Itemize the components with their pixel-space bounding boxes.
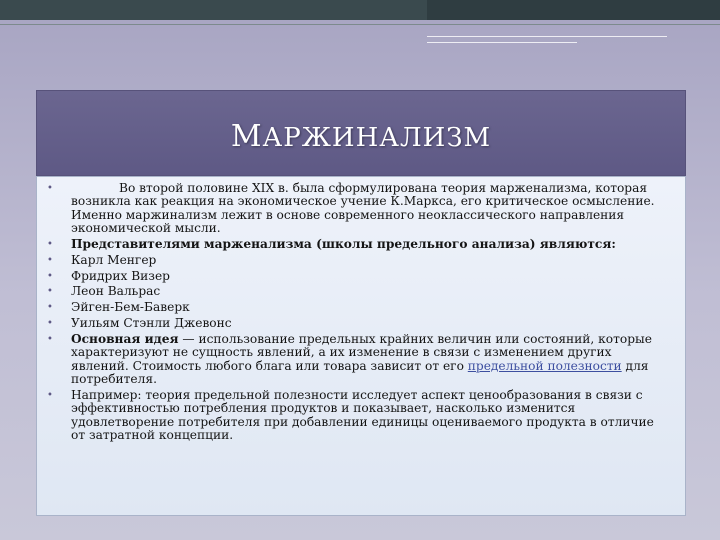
decor-line-lower [427,42,577,43]
list-item [47,300,671,315]
top-decor-bar [0,0,720,20]
bullet-text-tail: для потребителя. [71,358,649,387]
list-item [47,316,671,330]
bullet-icon: • [47,183,53,194]
list-item [47,268,671,283]
bullet-icon: • [47,302,53,314]
bullet-text: — использование предельных крайних величин или состояний, которые характеризуют не сущность явлений, а их изменение в связи с изменением других явлений. Стоимость любого блага или товара зависит от его [71,331,652,373]
bullet-icon: • [47,270,53,282]
decor-line [0,24,720,25]
top-bar-right [427,0,720,20]
title-first-letter: М [230,119,263,154]
list-item [47,181,671,236]
bullet-bold-text: Основная идея [71,331,179,346]
bullet-icon: • [47,318,53,329]
bullet-icon: • [47,254,53,266]
list-item [47,237,671,252]
hyperlink[interactable]: предельной полезности [467,358,622,373]
bullet-text: Например: теория предельной полезности исследует аспект ценообразования в связи с эффективностью потребления продуктов и показывает, насколько изменится удовлетворение потребителя при добавлении единицы оцениваемого продукта в отличие от затратной концепции. [71,387,654,443]
title-rest: АРЖИНАЛИЗМ [262,123,492,153]
top-bar-left [0,0,425,20]
bullet-text: Леон Вальрас [71,284,161,299]
bullet-text: Фридрих Визер [71,268,170,283]
list-item [47,331,671,387]
bullet-icon: • [47,333,53,345]
decor-line-upper [427,36,667,37]
bullet-icon: • [47,389,53,401]
list-item [47,252,671,267]
title-box [36,90,686,176]
slide-title [37,119,685,154]
bullet-bold-text: Представителями марженализма (школы предельного анализа) являются: [71,237,616,252]
bullet-icon: • [47,239,53,251]
list-item [47,387,671,443]
content-box [36,176,686,516]
bullet-text: Эйген-Бем-Баверк [71,300,190,315]
bullet-text: Карл Менгер [71,252,157,267]
bullet-icon: • [47,286,53,298]
list-item [47,284,671,299]
bullet-list [37,177,685,442]
bullet-text: Уильям Стэнли Джевонс [71,316,232,330]
bullet-text: Во второй половине XIX в. была сформулирована теория марженализма, которая возникла как реакция на экономическое учение К.Маркса, его критическое осмысление. Именно маржинализм лежит в основе современного неоклассического направления экономической мысли. [71,181,655,236]
